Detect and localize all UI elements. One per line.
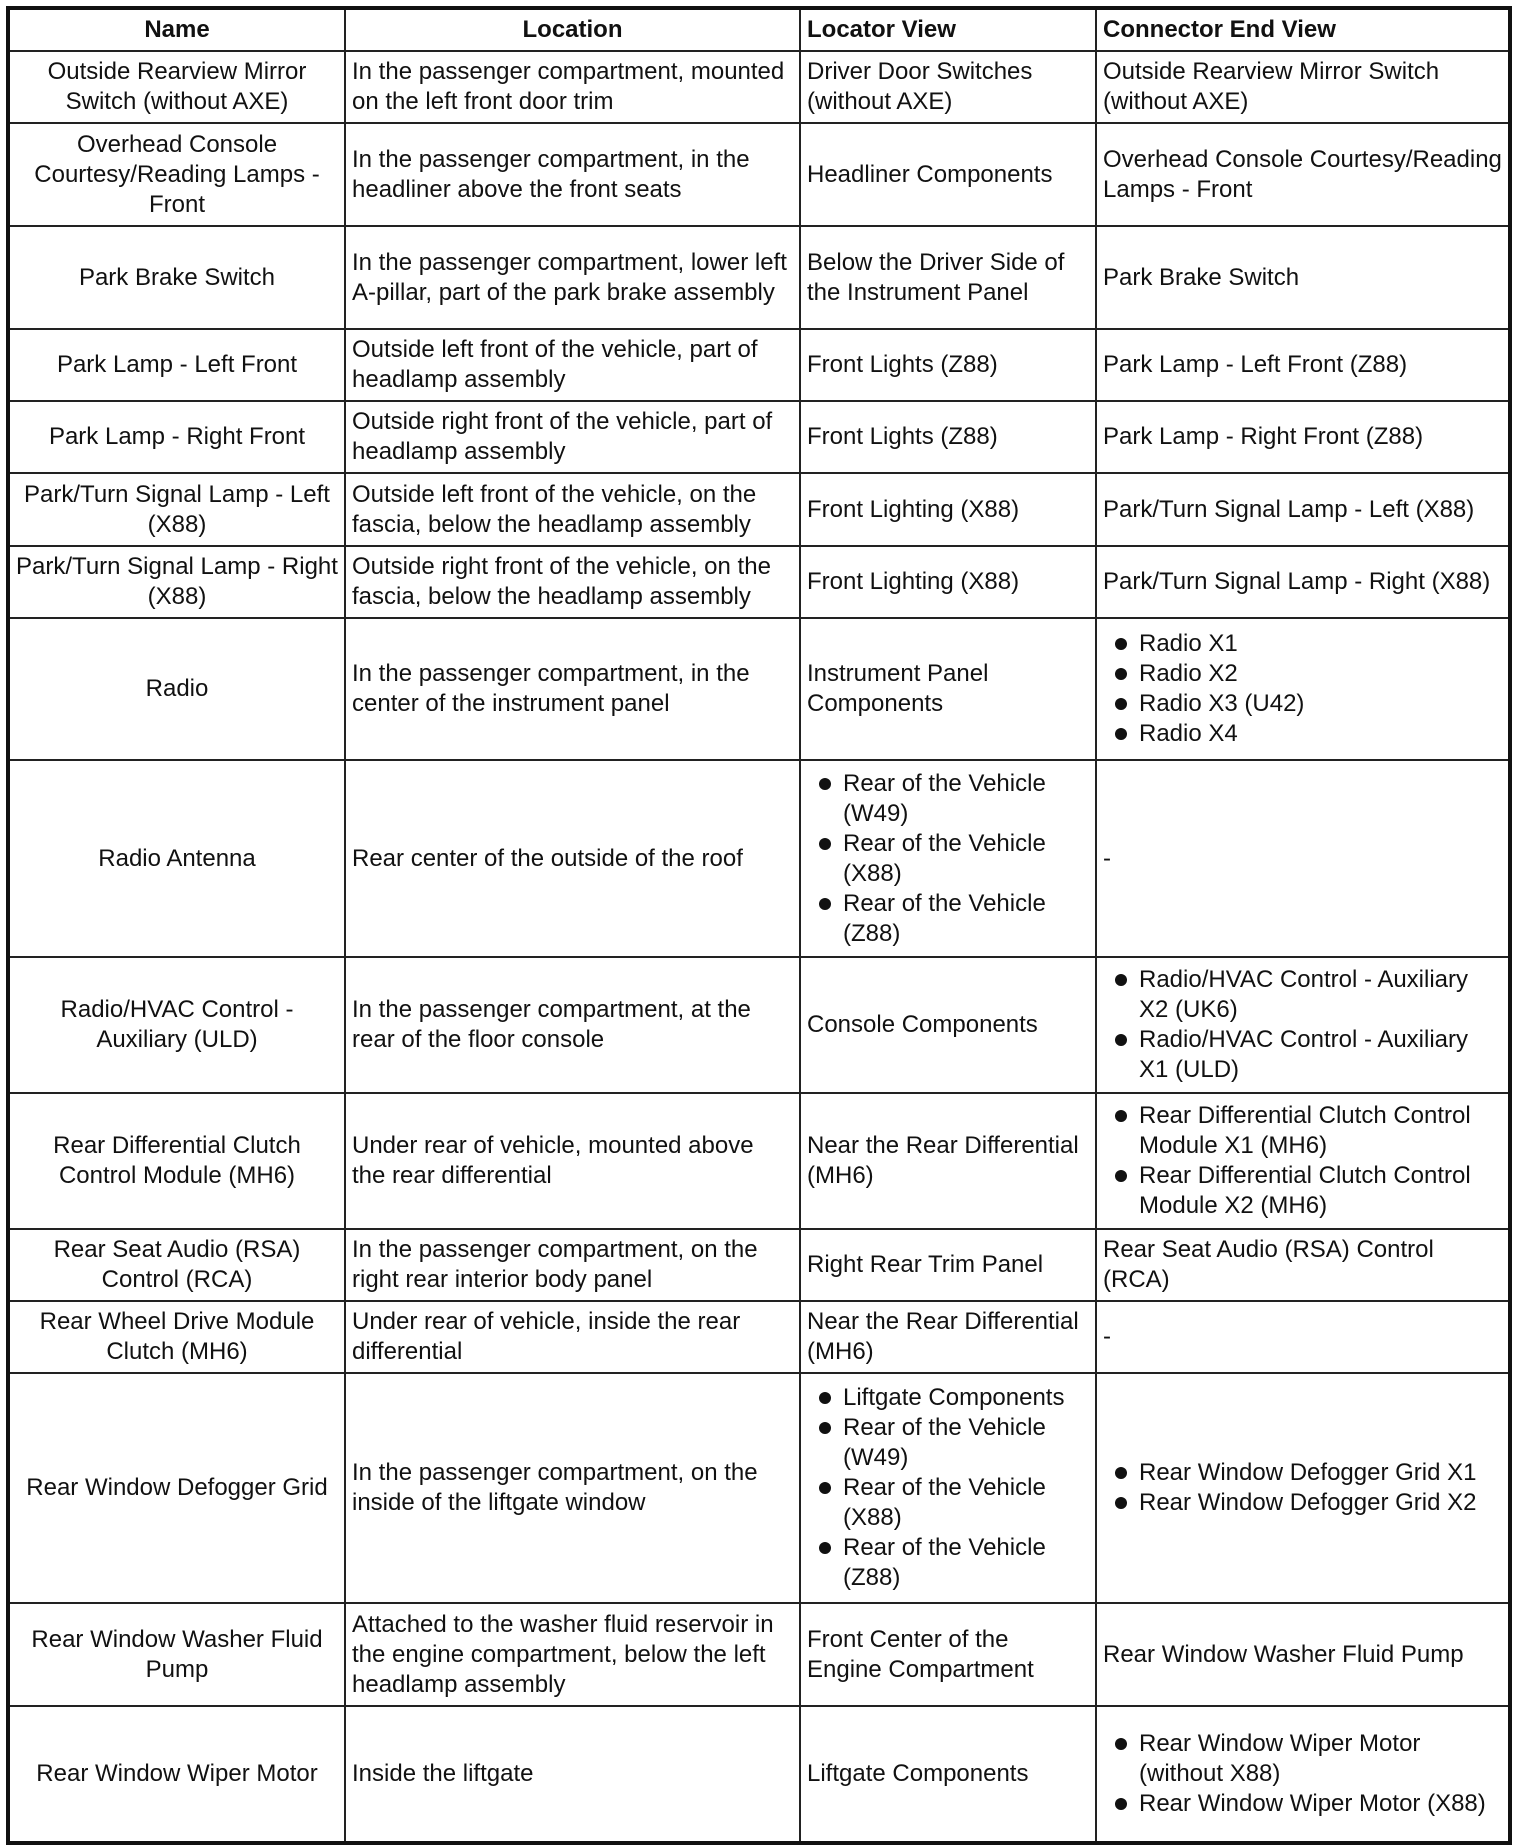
- location-cell: In the passenger compartment, in the headliner above the front seats: [345, 123, 800, 226]
- locator-view-cell-text: Liftgate Components: [807, 1760, 1029, 1787]
- bullet-item: Radio/HVAC Control - Auxiliary X2 (UK6): [1103, 965, 1502, 1025]
- location-cell: Rear center of the outside of the roof: [345, 760, 800, 957]
- table-row: [8, 1229, 1510, 1301]
- locator-view-cell: [800, 546, 1096, 618]
- locator-view-cell: [800, 760, 1096, 957]
- component-name-cell: Park/Turn Signal Lamp - Right (X88): [8, 546, 345, 618]
- bullet-item: Radio X3 (U42): [1103, 689, 1502, 719]
- bullet-item: Rear of the Vehicle (W49): [807, 769, 1089, 829]
- location-cell: Inside the liftgate: [345, 1706, 800, 1843]
- component-name-cell: Rear Window Defogger Grid: [8, 1373, 345, 1603]
- locator-view-cell: [800, 1706, 1096, 1843]
- table-row: [8, 401, 1510, 473]
- locator-view-cell: [800, 1373, 1096, 1603]
- bullet-item: Rear of the Vehicle (Z88): [807, 1533, 1089, 1593]
- location-cell: Outside left front of the vehicle, part of headlamp assembly: [345, 329, 800, 401]
- locator-view-cell-list: [807, 769, 1089, 949]
- location-cell: In the passenger compartment, on the right rear interior body panel: [345, 1229, 800, 1301]
- connector-end-view-cell-text: Park Lamp - Right Front (Z88): [1103, 423, 1424, 450]
- table-row: [8, 760, 1510, 957]
- locator-view-cell: [800, 51, 1096, 123]
- table-row: [8, 1093, 1510, 1229]
- locator-view-cell-text: Headliner Components: [807, 160, 1053, 188]
- location-cell: In the passenger compartment, on the inside of the liftgate window: [345, 1373, 800, 1603]
- bullet-item: Rear of the Vehicle (X88): [807, 1473, 1089, 1533]
- component-name-cell: Park Lamp - Left Front: [8, 329, 345, 401]
- connector-end-view-cell-list: [1103, 965, 1502, 1085]
- connector-end-view-cell: [1096, 51, 1510, 123]
- table-row: [8, 957, 1510, 1093]
- connector-end-view-cell: [1096, 1093, 1510, 1229]
- connector-end-view-cell-text: Park/Turn Signal Lamp - Left (X88): [1103, 495, 1475, 523]
- locator-view-cell: [800, 1603, 1096, 1706]
- locator-view-cell: [800, 618, 1096, 760]
- bullet-item: Rear of the Vehicle (Z88): [807, 889, 1089, 949]
- location-cell: Attached to the washer fluid reservoir in the engine compartment, below the left headlamp assembly: [345, 1603, 800, 1706]
- locator-view-cell: [800, 1301, 1096, 1373]
- component-name-cell: Rear Differential Clutch Control Module (MH6): [8, 1093, 345, 1229]
- connector-end-view-cell-text: Rear Seat Audio (RSA) Control (RCA): [1103, 1236, 1434, 1293]
- locator-view-cell: [800, 1093, 1096, 1229]
- locator-view-cell-text: Front Lighting (X88): [807, 568, 1020, 595]
- connector-end-view-cell-text: Rear Window Washer Fluid Pump: [1103, 1640, 1464, 1668]
- bullet-item: Rear Window Wiper Motor (X88): [1103, 1789, 1502, 1819]
- locator-view-cell: [800, 1229, 1096, 1301]
- connector-end-view-cell-text: Park Brake Switch: [1103, 263, 1300, 291]
- component-name-cell: Overhead Console Courtesy/Reading Lamps - Front: [8, 123, 345, 226]
- connector-end-view-cell-text: Outside Rearview Mirror Switch (without AXE): [1103, 58, 1440, 115]
- component-locator-table: [6, 6, 1512, 1845]
- connector-end-view-cell-list: [1103, 629, 1502, 749]
- location-cell: In the passenger compartment, at the rear of the floor console: [345, 957, 800, 1093]
- locator-view-cell: [800, 401, 1096, 473]
- header-connector-end-view: Connector End View: [1096, 8, 1510, 51]
- connector-end-view-cell-list: [1103, 1458, 1502, 1518]
- connector-end-view-cell: [1096, 1603, 1510, 1706]
- bullet-item: Rear Window Defogger Grid X1: [1103, 1458, 1502, 1488]
- connector-end-view-cell-text: Park Lamp - Left Front (Z88): [1103, 351, 1408, 378]
- bullet-item: Radio X2: [1103, 659, 1502, 689]
- table-row: [8, 226, 1510, 329]
- component-name-cell: Rear Wheel Drive Module Clutch (MH6): [8, 1301, 345, 1373]
- locator-view-cell: [800, 226, 1096, 329]
- connector-end-view-cell-text: Overhead Console Courtesy/Reading Lamps - Front: [1103, 145, 1502, 203]
- header-row: [8, 8, 1510, 51]
- connector-end-view-cell-list: [1103, 1101, 1502, 1221]
- component-name-cell: Rear Window Washer Fluid Pump: [8, 1603, 345, 1706]
- table-row: [8, 51, 1510, 123]
- connector-end-view-cell: [1096, 546, 1510, 618]
- table-row: [8, 1603, 1510, 1706]
- location-cell: Outside right front of the vehicle, part of headlamp assembly: [345, 401, 800, 473]
- connector-end-view-cell: [1096, 618, 1510, 760]
- table-row: [8, 1706, 1510, 1843]
- table-row: [8, 473, 1510, 546]
- locator-view-cell: [800, 329, 1096, 401]
- locator-view-cell-text: Front Lights (Z88): [807, 423, 998, 450]
- bullet-item: Radio X1: [1103, 629, 1502, 659]
- locator-view-cell-text: Near the Rear Differential (MH6): [807, 1132, 1079, 1189]
- location-cell: In the passenger compartment, mounted on the left front door trim: [345, 51, 800, 123]
- location-cell: In the passenger compartment, in the center of the instrument panel: [345, 618, 800, 760]
- component-name-cell: Radio: [8, 618, 345, 760]
- table-row: [8, 618, 1510, 760]
- bullet-item: Rear Window Wiper Motor (without X88): [1103, 1729, 1502, 1789]
- header-locator-view: Locator View: [800, 8, 1096, 51]
- connector-end-view-cell-list: [1103, 1729, 1502, 1819]
- connector-end-view-cell: [1096, 1706, 1510, 1843]
- locator-view-cell-text: Instrument Panel Components: [807, 660, 989, 717]
- locator-view-cell-text: Front Lighting (X88): [807, 495, 1020, 523]
- component-name-cell: Radio/HVAC Control - Auxiliary (ULD): [8, 957, 345, 1093]
- component-name-cell: Outside Rearview Mirror Switch (without AXE): [8, 51, 345, 123]
- connector-end-view-cell: [1096, 401, 1510, 473]
- connector-end-view-cell: [1096, 473, 1510, 546]
- locator-view-cell: [800, 473, 1096, 546]
- locator-view-cell-text: Driver Door Switches (without AXE): [807, 58, 1033, 115]
- component-name-cell: Park/Turn Signal Lamp - Left (X88): [8, 473, 345, 546]
- bullet-item: Rear of the Vehicle (X88): [807, 829, 1089, 889]
- component-name-cell: Park Brake Switch: [8, 226, 345, 329]
- table-row: [8, 123, 1510, 226]
- locator-view-cell-text: Right Rear Trim Panel: [807, 1251, 1044, 1278]
- connector-end-view-cell-text: -: [1103, 844, 1111, 872]
- component-name-cell: Rear Seat Audio (RSA) Control (RCA): [8, 1229, 345, 1301]
- bullet-item: Radio/HVAC Control - Auxiliary X1 (ULD): [1103, 1025, 1502, 1085]
- locator-view-cell-list: [807, 1383, 1089, 1593]
- table-row: [8, 546, 1510, 618]
- table-row: [8, 1373, 1510, 1603]
- connector-end-view-cell: [1096, 957, 1510, 1093]
- header-name: Name: [8, 8, 345, 51]
- bullet-item: Rear Differential Clutch Control Module X1 (MH6): [1103, 1101, 1502, 1161]
- connector-end-view-cell: [1096, 123, 1510, 226]
- header-location: Location: [345, 8, 800, 51]
- connector-end-view-cell-text: -: [1103, 1323, 1111, 1350]
- component-name-cell: Radio Antenna: [8, 760, 345, 957]
- locator-view-cell: [800, 123, 1096, 226]
- connector-end-view-cell: [1096, 329, 1510, 401]
- location-cell: Outside left front of the vehicle, on the fascia, below the headlamp assembly: [345, 473, 800, 546]
- bullet-item: Rear Window Defogger Grid X2: [1103, 1488, 1502, 1518]
- bullet-item: Radio X4: [1103, 719, 1502, 749]
- connector-end-view-cell: [1096, 760, 1510, 957]
- locator-view-cell-text: Near the Rear Differential (MH6): [807, 1308, 1079, 1365]
- table-row: [8, 1301, 1510, 1373]
- component-locator-table-container: [6, 6, 1508, 1845]
- location-cell: Outside right front of the vehicle, on the fascia, below the headlamp assembly: [345, 546, 800, 618]
- table-row: [8, 329, 1510, 401]
- locator-view-cell-text: Below the Driver Side of the Instrument Panel: [807, 248, 1065, 306]
- bullet-item: Rear of the Vehicle (W49): [807, 1413, 1089, 1473]
- connector-end-view-cell-text: Park/Turn Signal Lamp - Right (X88): [1103, 568, 1491, 595]
- component-name-cell: Rear Window Wiper Motor: [8, 1706, 345, 1843]
- connector-end-view-cell: [1096, 1373, 1510, 1603]
- connector-end-view-cell: [1096, 226, 1510, 329]
- locator-view-cell: [800, 957, 1096, 1093]
- connector-end-view-cell: [1096, 1229, 1510, 1301]
- bullet-item: Liftgate Components: [807, 1383, 1089, 1413]
- location-cell: In the passenger compartment, lower left A-pillar, part of the park brake assembly: [345, 226, 800, 329]
- connector-end-view-cell: [1096, 1301, 1510, 1373]
- locator-view-cell-text: Front Center of the Engine Compartment: [807, 1625, 1034, 1683]
- location-cell: Under rear of vehicle, mounted above the rear differential: [345, 1093, 800, 1229]
- locator-view-cell-text: Console Components: [807, 1011, 1038, 1038]
- bullet-item: Rear Differential Clutch Control Module X2 (MH6): [1103, 1161, 1502, 1221]
- location-cell: Under rear of vehicle, inside the rear differential: [345, 1301, 800, 1373]
- component-name-cell: Park Lamp - Right Front: [8, 401, 345, 473]
- locator-view-cell-text: Front Lights (Z88): [807, 351, 998, 378]
